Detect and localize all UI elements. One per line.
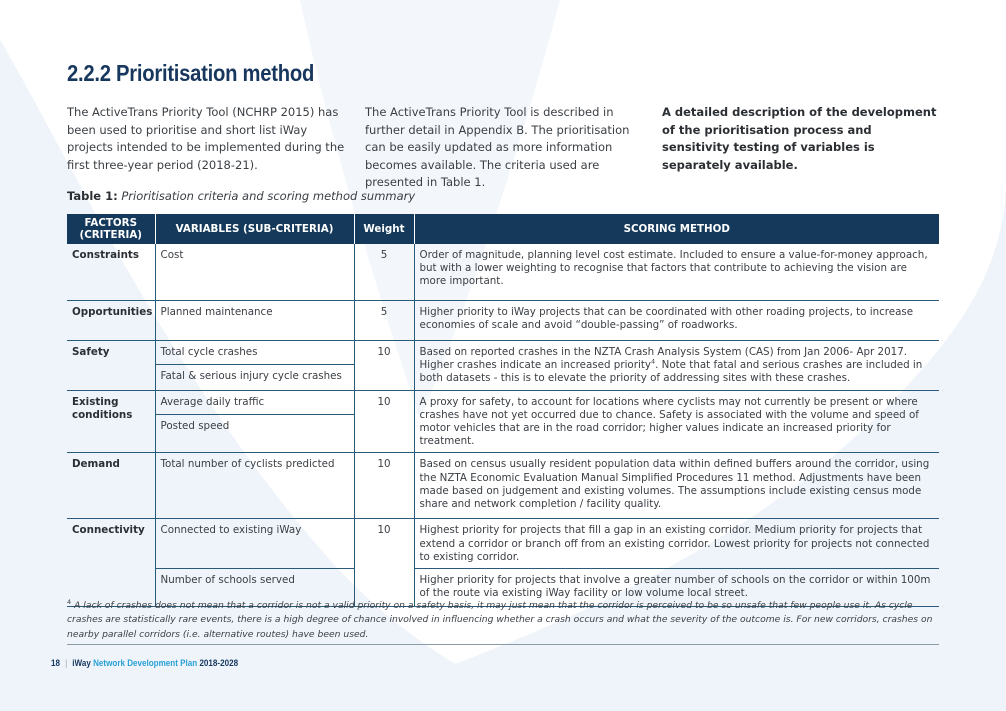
table-row: [67, 519, 939, 569]
variable-cell: Cost: [155, 244, 354, 301]
weight-cell: 10: [354, 519, 414, 607]
header-factors: FACTORS (CRITERIA): [67, 214, 155, 244]
table-row: [67, 301, 939, 341]
intro-paragraph-3: A detailed description of the development of the prioritisation process and sensitivity testing of variables is separately available.: [662, 105, 937, 172]
footer-brand: iWay: [72, 658, 91, 669]
factor-cell: Safety: [67, 341, 155, 391]
weight-cell: 10: [354, 453, 414, 519]
scoring-text: . Note that fatal and serious crashes are included in both datasets - this is to elevate the priority of addressing sites with these crashes.: [419, 359, 923, 385]
factor-cell: Existing conditions: [67, 390, 155, 453]
page-number: 18: [51, 658, 60, 669]
page-footer: [51, 658, 238, 669]
table-row: [67, 453, 939, 519]
factor-cell: Constraints: [67, 244, 155, 301]
footnote-ref: 4: [650, 357, 656, 366]
footer-divider: [67, 644, 939, 645]
variable-cell: Posted speed: [155, 414, 354, 453]
weight-cell: 5: [354, 301, 414, 341]
table-caption: [67, 189, 415, 203]
factor-cell: Opportunities: [67, 301, 155, 341]
footnote-text: A lack of crashes does not mean that a corridor is not a valid priority on a safety basis, it may just mean that the corridor is perceived to be so unsafe that few people use it. As cycle crashes are statistically rare events, there is a high degree of chance involved in influencing whether a crash occurs and what the severity of the outcome is. For new corridors, crashes on nearby parallel corridors (i.e. alternative routes) have been used.: [67, 600, 933, 640]
footnote-mark: 4: [67, 597, 72, 606]
header-scoring: SCORING METHOD: [414, 214, 939, 244]
header-variables: VARIABLES (SUB-CRITERIA): [155, 214, 354, 244]
weight-cell: 10: [354, 390, 414, 453]
table-row: [67, 390, 939, 414]
scoring-cell: Based on census usually resident population data within defined buffers around the corridor, using the NZTA Economic Evaluation Manual Simplified Procedures 11 method. Adjustments have been made based on judgement and existing volumes. The assumptions include existing census mode share and network completion / facility quality.: [414, 453, 939, 519]
factor-cell: Connectivity: [67, 519, 155, 607]
variable-cell: Total number of cyclists predicted: [155, 453, 354, 519]
scoring-cell: Higher priority to iWay projects that can be coordinated with other roading projects, to increase economies of scale and avoid “double-passing” of roadworks.: [414, 301, 939, 341]
scoring-cell: Higher priority for projects that involve a greater number of schools on the corridor or within 100m of the route via existing iWay facility or low volume local street.: [414, 569, 939, 607]
scoring-cell: Order of magnitude, planning level cost estimate. Included to ensure a value-for-money approach, but with a lower weighting to recognise that factors that contribute to achieving the vision are more important.: [414, 244, 939, 301]
scoring-cell: [414, 341, 939, 391]
section-title: 2.2.2 Prioritisation method: [67, 60, 315, 86]
intro-paragraph-1: The ActiveTrans Priority Tool (NCHRP 2015) has been used to prioritise and short list iWay projects intended to be implemented during the first three-year period (2018-21).: [67, 105, 345, 172]
footer-doc-name: Network Development Plan: [93, 658, 198, 669]
variable-cell: Total cycle crashes: [155, 341, 354, 365]
footnote: [67, 599, 939, 642]
table-caption-text: Prioritisation criteria and scoring method summary: [121, 189, 416, 203]
scoring-cell: A proxy for safety, to account for locations where cyclists may not currently be present or where crashes have not yet occurred due to chance. Safety is associated with the volume and speed of motor vehicles that are in the road corridor; higher values indicate an increased priority for treatment.: [414, 390, 939, 453]
criteria-table: [67, 214, 939, 607]
variable-cell: Number of schools served: [155, 569, 354, 607]
header-weight: Weight: [354, 214, 414, 244]
variable-cell: Average daily traffic: [155, 390, 354, 414]
table-caption-label: Table 1:: [67, 189, 118, 203]
table-row: [67, 341, 939, 365]
variable-cell: Planned maintenance: [155, 301, 354, 341]
footer-years: 2018-2028: [199, 658, 239, 669]
footer-separator: |: [65, 658, 68, 669]
factor-cell: Demand: [67, 453, 155, 519]
scoring-cell: Highest priority for projects that fill a gap in an existing corridor. Medium priority for projects that extend a corridor or branch off from an existing corridor. Lowest priority for projects not connected to existing corridor.: [414, 519, 939, 569]
table-header-row: [67, 214, 939, 244]
table-row: [67, 244, 939, 301]
variable-cell: Fatal & serious injury cycle crashes: [155, 365, 354, 391]
weight-cell: 5: [354, 244, 414, 301]
weight-cell: 10: [354, 341, 414, 391]
intro-paragraph-2: The ActiveTrans Priority Tool is described in further detail in Appendix B. The prioritisation can be easily updated as more information becomes available. The criteria used are presented in Table 1.: [365, 105, 630, 190]
scoring-text: Based on reported crashes in the NZTA Crash Analysis System (CAS) from Jan 2006- Apr 2017. Higher crashes indicate an increased priority: [419, 346, 908, 372]
variable-cell: Connected to existing iWay: [155, 519, 354, 569]
